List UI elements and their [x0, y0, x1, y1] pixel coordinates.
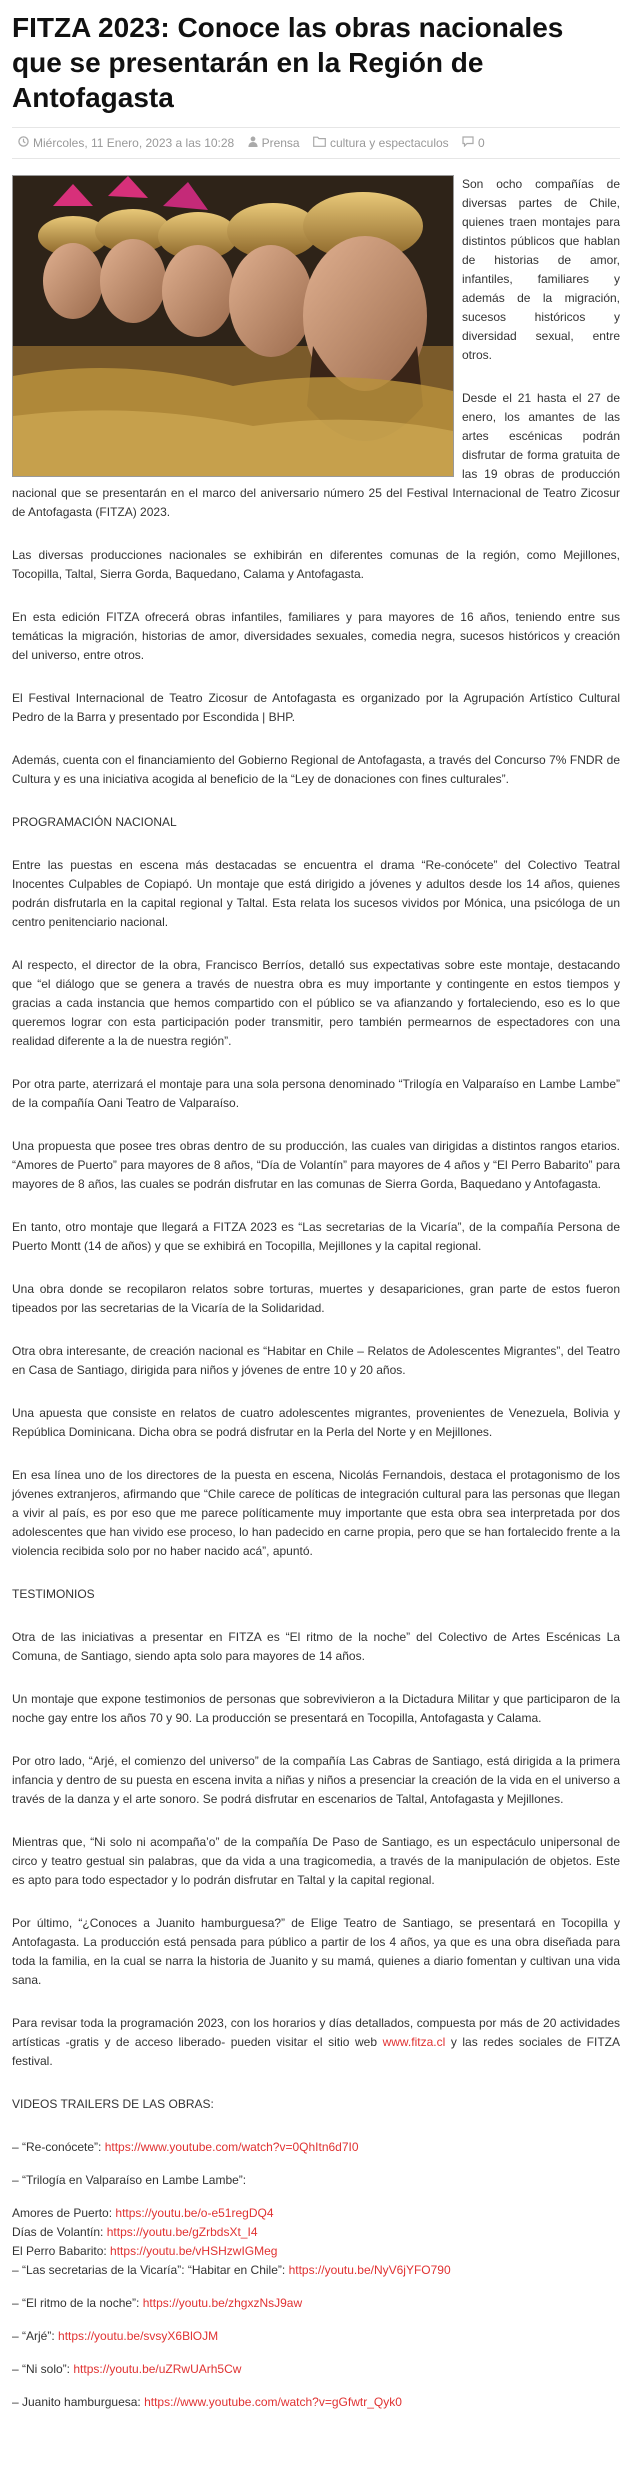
paragraph-2: Desde el 21 hasta el 27 de enero, los amantes de las artes escénicas podrán disfrutar de forma gratuita de las 19 obras de producción nacional que se presentarán en el marco del aniversario número 25 del Festival Internacional de Teatro Zicosur de Antofagasta (FITZA) 2023. — [12, 391, 620, 519]
video-label: – “El ritmo de la noche”: — [12, 2296, 143, 2310]
video-link-amores[interactable]: https://youtu.be/o-e51regDQ4 — [115, 2206, 274, 2220]
video-item-amores — [12, 2204, 620, 2223]
paragraph-6: Además, cuenta con el financiamiento del Gobierno Regional de Antofagasta, a través del Concurso 7% FNDR de Cultura y es una iniciativa acogida al beneficio de la “Ley de donaciones con fines culturales”. — [12, 753, 620, 786]
meta-author-link[interactable]: Prensa — [261, 136, 300, 150]
video-item-trilogia: – “Trilogía en Valparaíso en Lambe Lambe”: — [12, 2173, 247, 2187]
video-label: – “Las secretarias de la Vicaría”: “Habitar en Chile”: — [12, 2263, 289, 2277]
video-item-dia — [12, 2223, 620, 2242]
video-link-dia[interactable]: https://youtu.be/gZrbdsXt_I4 — [106, 2225, 258, 2239]
video-label: Días de Volantín: — [12, 2225, 107, 2239]
paragraph-12: Una obra donde se recopilaron relatos sobre torturas, muertes y desapariciones, gran parte de estos fueron tipeados por las secretarias de la Vicaría de la Solidaridad. — [12, 1282, 620, 1315]
paragraph-9: Por otra parte, aterrizará el montaje para una sola persona denominado “Trilogía en Valparaíso en Lambe Lambe” de la compañía Oani Teatro de Valparaíso. — [12, 1077, 620, 1110]
clock-icon — [18, 136, 29, 150]
paragraph-15: En esa línea uno de los directores de la puesta en escena, Nicolás Fernandois, destaca el protagonismo de los jóvenes extranjeros, afirmando que “Chile carece de políticas de integración cultural para las personas que llegan a vivir al país, es por eso que me parece políticamente muy importante que esta obra sea interpretada por dos adolescentes que han vivido ese proceso, lo han padecido en carne propia, pero que se han fortalecido frente a la violencia recibida solo por no haber nacido acá”, apuntó. — [12, 1468, 620, 1558]
video-label: – “Arjé”: — [12, 2329, 59, 2343]
trilogia-sublist — [12, 2204, 620, 2280]
paragraph-10: Una propuesta que posee tres obras dentro de su producción, las cuales van dirigidas a distintos rangos etarios. “Amores de Puerto” para mayores de 8 años, “Día de Volantín” para mayores de 4 años y “El Perro Babarito” para mayores de 8 años, las cuales se podrán disfrutar en las comunas de Sierra Gorda, Baquedano y Antofagasta. — [12, 1139, 620, 1191]
meta-comments-link[interactable]: 0 — [478, 136, 485, 150]
section-heading-testimonios: TESTIMONIOS — [12, 1587, 95, 1601]
video-item-perro — [12, 2242, 620, 2261]
video-label: – “Re-conócete”: — [12, 2140, 105, 2154]
paragraph-14: Una apuesta que consiste en relatos de cuatro adolescentes migrantes, provenientes de Venezuela, Bolivia y República Dominicana. Dicha obra se podrá disfrutar en la Perla del Norte y en Mejillones. — [12, 1406, 620, 1439]
feature-image — [12, 175, 454, 477]
video-link-nisolo[interactable]: https://youtu.be/uZRwUArh5Cw — [73, 2362, 242, 2376]
video-label: – “Ni solo”: — [12, 2362, 74, 2376]
paragraph-11: En tanto, otro montaje que llegará a FITZA 2023 es “Las secretarias de la Vicaría”, de la compañía Persona de Puerto Montt (14 de años) y que se exhibirá en Tocopilla, Mejillones y la capital regional. — [12, 1220, 620, 1253]
article-body — [12, 175, 620, 2412]
program-text-after: y las redes sociales de FITZA festival. — [12, 2035, 620, 2068]
video-item-juanito — [12, 2393, 620, 2412]
video-item-arje — [12, 2327, 620, 2346]
video-item-nisolo — [12, 2360, 620, 2379]
paragraph-7: Entre las puestas en escena más destacadas se encuentra el drama “Re-conócete” del Colectivo Teatral Inocentes Culpables de Copiapó. Un montaje que está dirigido a jóvenes y adultos desde los 14 años, quienes podrán disfrutarla en la capital regional y Taltal. Esta relata los sucesos vividos por Mónica, una psicóloga de un centro penitenciario nacional. — [12, 858, 620, 929]
paragraph-1: Son ocho compañías de diversas partes de Chile, quienes traen montajes para distintos públicos que hablan de historias de amor, infantiles, familiares y además de la migración, sucesos históricos y diversidad sexual, entre otros. — [462, 177, 620, 362]
paragraph-20: Por último, “¿Conoces a Juanito hamburguesa?” de Elige Teatro de Santiago, se presentará en Tocopilla y Antofagasta. La producción está pensada para público a partir de los 4 años, ya que es una obra diseñada para toda la familia, en la cual se narra la historia de Juanito y su mamá, quienes a diario fomentan y cultivan una vida sana. — [12, 1916, 620, 1987]
program-paragraph — [12, 2014, 620, 2071]
video-link-ritmo[interactable]: https://youtu.be/zhgxzNsJ9aw — [142, 2296, 303, 2310]
meta-category[interactable] — [313, 136, 449, 150]
paragraph-18: Por otro lado, “Arjé, el comienzo del universo” de la compañía Las Cabras de Santiago, está dirigida a la primera infancia y dentro de su puesta en escena invita a niñas y niños a presenciar la creación de la vida en el universo a través de la danza y el arte sonoro. Se podrá disfrutar en escenarios de Taltal, Antofagasta y Mejillones. — [12, 1754, 620, 1806]
meta-category-link[interactable]: cultura y espectaculos — [329, 136, 449, 150]
video-link-perro[interactable]: https://youtu.be/vHSHzwIGMeg — [110, 2244, 278, 2258]
meta-comments[interactable] — [462, 136, 485, 150]
paragraph-13: Otra obra interesante, de creación nacional es “Habitar en Chile – Relatos de Adolescentes Migrantes”, del Teatro en Casa de Santiago, dirigida para niños y jóvenes de entre 10 y 20 años. — [12, 1344, 620, 1377]
meta-author[interactable] — [248, 136, 300, 150]
user-icon — [248, 136, 258, 150]
video-label: El Perro Babarito: — [12, 2244, 111, 2258]
video-link-secretarias[interactable]: https://youtu.be/NyV6jYFO790 — [288, 2263, 451, 2277]
paragraph-19: Mientras que, “Ni solo ni acompaña’o” de la compañía De Paso de Santiago, es un espectáculo unipersonal de circo y teatro gestual sin palabras, que da vida a una tragicomedia, a través de la manipulación de objetos. Este es apto para todo espectador y lo podrán disfrutar en Taltal y la capital regional. — [12, 1835, 620, 1887]
meta-date-text: Miércoles, 11 Enero, 2023 a las 10:28 — [33, 136, 235, 150]
section-heading-programacion: PROGRAMACIÓN NACIONAL — [12, 815, 177, 829]
video-link-arje[interactable]: https://youtu.be/svsyX6BlOJM — [58, 2329, 219, 2343]
videos-heading: VIDEOS TRAILERS DE LAS OBRAS: — [12, 2097, 214, 2111]
folder-icon — [313, 136, 326, 150]
paragraph-17: Un montaje que expone testimonios de personas que sobrevivieron a la Dictadura Militar y que participaron de la noche gay entre los años 70 y 90. La producción se presentará en Tocopilla, Antofagasta y Calama. — [12, 1692, 620, 1725]
article-meta — [12, 127, 620, 159]
paragraph-8: Al respecto, el director de la obra, Francisco Berríos, detalló sus expectativas sobre este montaje, destacando que “el diálogo que se genera a través de nuestra obra es muy importante y contingente en estos tiempos y gracias a cada instancia que hemos compartido con el público se va afianzando y fortaleciendo, eso es lo que queremos lograr con esta participación poder transmitir, pero también permearnos de espectadores con una realidad diferente a la de nuestra región”. — [12, 958, 620, 1048]
paragraph-5: El Festival Internacional de Teatro Zicosur de Antofagasta es organizado por la Agrupación Artístico Cultural Pedro de la Barra y presentado por Escondida | BHP. — [12, 691, 620, 724]
comment-icon — [462, 136, 474, 150]
video-link-reconocete[interactable]: https://www.youtube.com/watch?v=0QhItn6d7I0 — [104, 2140, 359, 2154]
article-title: FITZA 2023: Conoce las obras nacionales que se presentarán en la Región de Antofagasta — [12, 12, 564, 113]
video-item-reconocete — [12, 2138, 620, 2157]
video-links — [12, 2138, 620, 2412]
fitza-site-link[interactable]: www.fitza.cl — [382, 2035, 446, 2049]
paragraph-3: Las diversas producciones nacionales se exhibirán en diferentes comunas de la región, como Mejillones, Tocopilla, Taltal, Sierra Gorda, Baquedano, Calama y Antofagasta. — [12, 548, 620, 581]
program-text-before: Para revisar toda la programación 2023, con los horarios y días detallados, compuesta por más de 20 actividades artísticas -gratis y de acceso liberado- pueden visitar el sitio web — [12, 2016, 620, 2049]
video-item-secretarias — [12, 2261, 620, 2280]
video-label: – Juanito hamburguesa: — [12, 2395, 145, 2409]
paragraph-16: Otra de las iniciativas a presentar en FITZA es “El ritmo de la noche” del Colectivo de Artes Escénicas La Comuna, de Santiago, siendo apta solo para mayores de 14 años. — [12, 1630, 620, 1663]
video-item-ritmo — [12, 2294, 620, 2313]
video-label: Amores de Puerto: — [12, 2206, 116, 2220]
paragraph-4: En esta edición FITZA ofrecerá obras infantiles, familiares y para mayores de 16 años, teniendo entre sus temáticas la migración, historias de amor, diversidades sexuales, comedia negra, sucesos históricos y creación del universo, entre otros. — [12, 610, 620, 662]
meta-date — [18, 136, 234, 150]
video-link-juanito[interactable]: https://www.youtube.com/watch?v=gGfwtr_Qyk0 — [144, 2395, 402, 2409]
